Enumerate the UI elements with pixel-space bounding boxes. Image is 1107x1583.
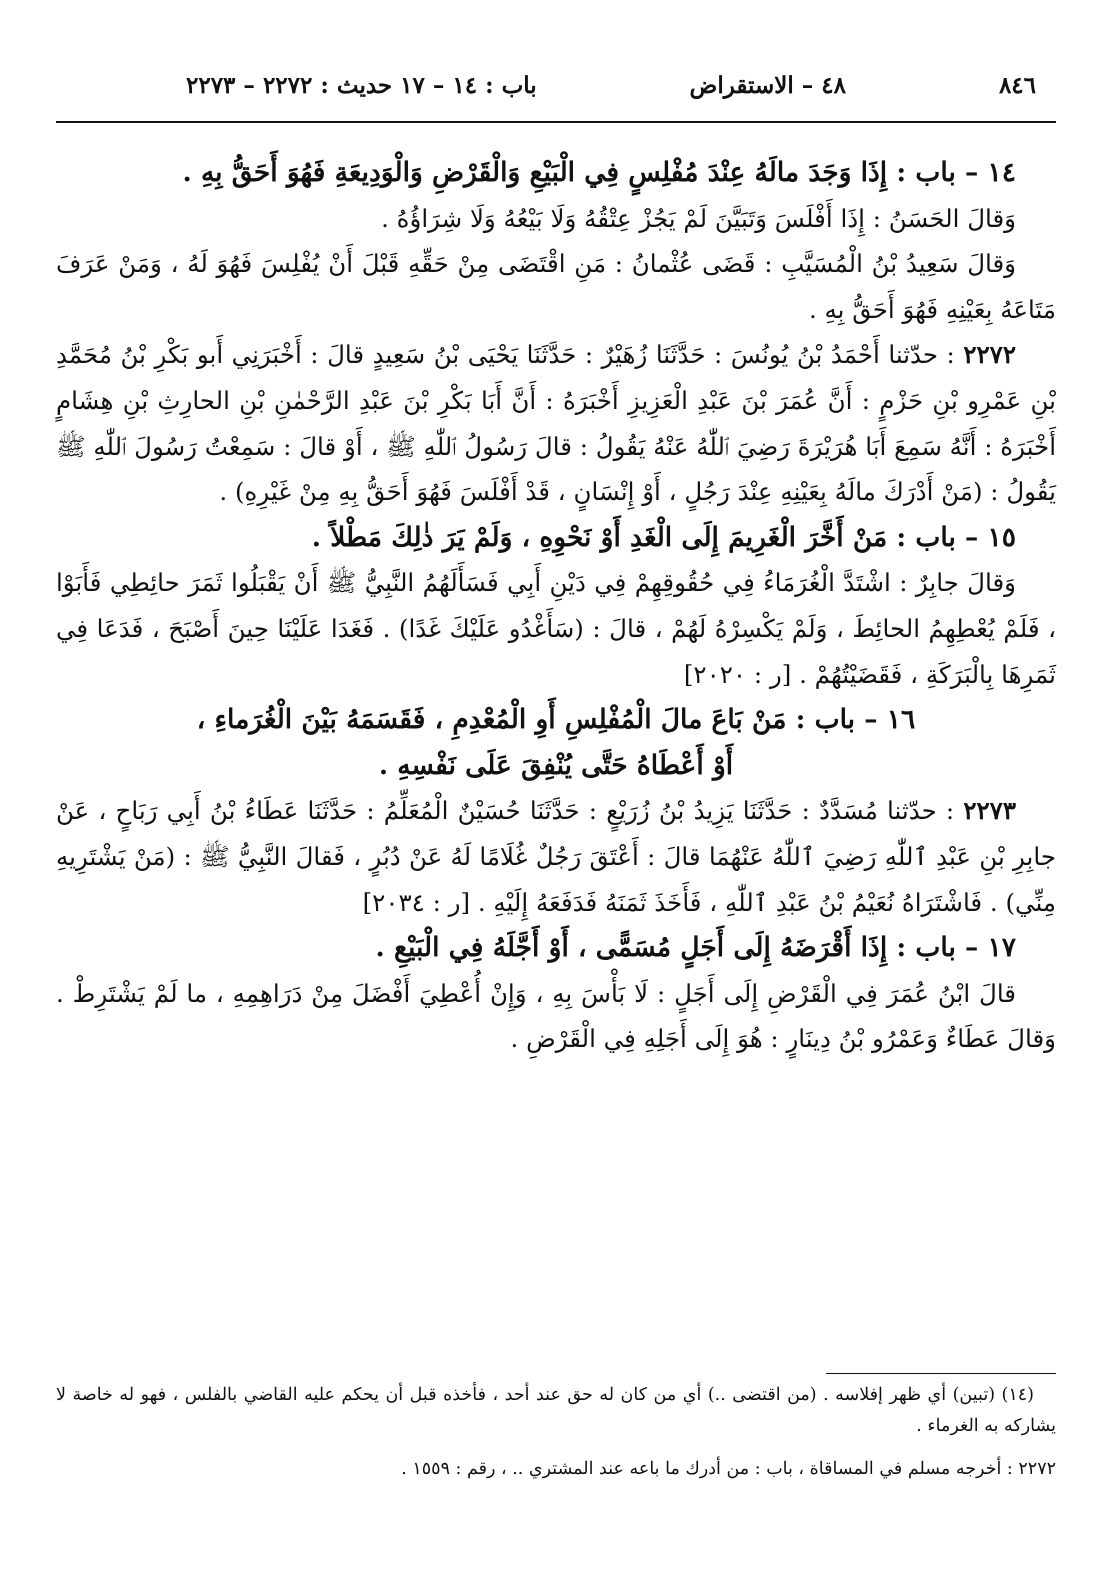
footnote-2272: ٢٢٧٢ : أخرجه مسلم في المساقاة ، باب : من أدرك ما باعه عند المشتري .. ، رقم : ١٥٥٩ . [401,1459,1056,1479]
chapter-15-heading [56,515,1056,561]
footnote-14: (١٤) (تبين) أي ظهر إفلاسه . (من اقتضى ..) أي من كان له حق عند أحد ، فأخذه قبل أن يحكم عليه القاضي بالفلس ، فهو له خاصة لا يشاركه به الغرماء . [56,1385,1056,1436]
hadith-2273 [56,788,1056,925]
chapter-17-paragraph-1: قالَ ابْنُ عُمَرَ فِي الْقَرْضِ إِلَى أَجَلٍ : لَا بَأْسَ بِهِ ، وَإِنْ أُعْطِيَ أَفْضَلَ مِنْ دَرَاهِمِهِ ، ما لَمْ يَشْتَرِطْ . وَقالَ عَطَاءٌ وَعَمْرُو بْنُ دِينَارٍ : هُوَ إِلَى أَجَلِهِ فِي الْقَرْضِ . [56,978,1056,1054]
hadith-2272-number: ٢٢٧٢ [963,340,1016,370]
hadith-2272-text: : حدّثنا أَحْمَدُ بْنُ يُونُسَ : حَدَّثَنَا زُهَيْرٌ : حَدَّثَنَا يَحْيَى بْنُ سَعِيدٍ قالَ : أَخْبَرَنِي أَبو بَكْرِ بْنُ مُحَمَّدِ بْنِ عَمْرِو بْنِ حَزْمٍ : أَنَّ عُمَرَ بْنَ عَبْدِ الْعَزِيزِ أَخْبَرَهُ : أَنَّ أَبَا بَكْرِ بْنَ عَبْدِ الرَّحْمٰنِ بْنِ الحارِثِ بْنِ هِشَامٍ أَخْبَرَهُ : أَنَّهُ سَمِعَ أَبَا هُرَيْرَةَ رَضِيَ ٱللّٰهُ عَنْهُ يَقُولُ : قالَ رَسُولُ ٱللّٰهِ ﷺ ، أَوْ قالَ : سَمِعْتُ رَسُولَ ٱللّٰهِ ﷺ يَقُولُ : (مَنْ أَدْرَكَ مالَهُ بِعَيْنِهِ عِنْدَ رَجُلٍ ، أَوْ إِنْسَانٍ ، قَدْ أَفْلَسَ فَهُوَ أَحَقُّ بِهِ مِنْ غَيْرِهِ) . [56,340,1056,507]
chapter-16-heading-line-1: ١٦ – باب : مَنْ بَاعَ مالَ الْمُفْلِسِ أَوِ الْمُعْدِمِ ، فَقَسَمَهُ بَيْنَ الْغُرَماءِ ، [196,704,916,736]
chapter-15-paragraph-1: وَقالَ جابِرٌ : اشْتَدَّ الْغُرَمَاءُ فِي حُقُوقِهِمْ فِي دَيْنِ أَبِي فَسَأَلَهُمُ النَّبِيُّ ﷺ أَنْ يَقْبَلُوا ثَمَرَ حائِطِي فَأَبَوْا ، فَلَمْ يُعْطِهِمُ الحائِطَ ، وَلَمْ يَكْسِرْهُ لَهُمْ ، قالَ : (سَأَغْدُو عَلَيْكَ غَدًا) . فَغَدَا عَلَيْنَا حِينَ أَصْبَحَ ، فَدَعَا فِي ثَمَرِهَا بِالْبَرَكَةِ ، فَقَضَيْتُهُمْ . [ر : ٢٠٢٠] [56,568,1056,689]
chapter-14-paragraph-1: وَقالَ الحَسَنُ : إِذَا أَفْلَسَ وَتَبَيَّنَ لَمْ يَجُزْ عِتْقُهُ وَلَا بَيْعُهُ وَلَا شِرَاؤُهُ . [381,203,1016,233]
chapter-14-title: إِذَا وَجَدَ مالَهُ عِنْدَ مُفْلِسٍ فِي الْبَيْعِ وَالْقَرْضِ وَالْوَدِيعَةِ فَهُوَ أَحَقُّ بِهِ . [182,157,888,188]
chapter-17-heading [56,925,1056,971]
chapter-15-title: مَنْ أَخَّرَ الْغَرِيمَ إِلَى الْغَدِ أَوْ نَحْوِهِ ، وَلَمْ يَرَ ذٰلِكَ مَطْلاً . [311,521,888,553]
header-divider [56,121,1056,123]
page-number: ٨٤٦ [998,72,1036,99]
hadith-2273-text: : حدّثنا مُسَدَّدٌ : حَدَّثَنَا يَزِيدُ بْنُ زُرَيْعٍ : حَدَّثَنَا حُسَيْنٌ الْمُعَلِّمُ : حَدَّثَنَا عَطَاءُ بْنُ أَبِي رَبَاحٍ ، عَنْ جابِرِ بْنِ عَبْدِ ٱللّٰهِ رَضِيَ ٱللّٰهُ عَنْهُمَا قالَ : أَعْتَقَ رَجُلٌ غُلَامًا لَهُ عَنْ دُبُرٍ ، فَقالَ النَّبِيُّ ﷺ : (مَنْ يَشْتَرِيهِ مِنِّي) . فَاشْتَرَاهُ نُعَيْمُ بْنُ عَبْدِ ٱللّٰهِ ، فَأَخَذَ ثَمَنَهُ فَدَفَعَهُ إِلَيْهِ . [ر : ٢٠٣٤] [56,796,1056,917]
chapter-14-paragraph-2: وَقالَ سَعِيدُ بْنُ الْمُسَيَّبِ : قَضَى عُثْمانُ : مَنِ اقْتَضَى مِنْ حَقِّهِ قَبْلَ أَنْ يُفْلِسَ فَهُوَ لَهُ ، وَمَنْ عَرَفَ مَتَاعَهُ بِعَيْنِهِ فَهُوَ أَحَقُّ بِهِ . [56,249,1056,324]
chapter-17-number: ١٧ – باب : [896,932,1016,964]
chapter-14-number: ١٤ – باب : [896,157,1016,188]
chapter-14-heading [56,150,1056,196]
main-text [56,150,1056,1062]
chapter-17-title: إِذَا أَقْرَضَهُ إِلَى أَجَلٍ مُسَمًّى ، أَوْ أَجَّلَهُ فِي الْبَيْعِ . [375,932,888,964]
page-header [56,72,1056,112]
chapter-hadith-range: باب : ١٤ – ١٧ حديث : ٢٢٧٢ – ٢٢٧٣ [186,72,537,99]
chapter-16-heading-line-2: أَوْ أَعْطَاهُ حَتَّى يُنْفِقَ عَلَى نَفْسِهِ . [378,749,734,781]
book-page [56,0,1056,1583]
footnotes [56,1380,1056,1485]
hadith-2272 [56,332,1056,514]
hadith-2273-number: ٢٢٧٣ [963,796,1016,826]
footnote-divider [826,1373,1056,1374]
book-title: ٤٨ – الاستقراض [689,72,846,99]
chapter-15-number: ١٥ – باب : [896,521,1016,553]
